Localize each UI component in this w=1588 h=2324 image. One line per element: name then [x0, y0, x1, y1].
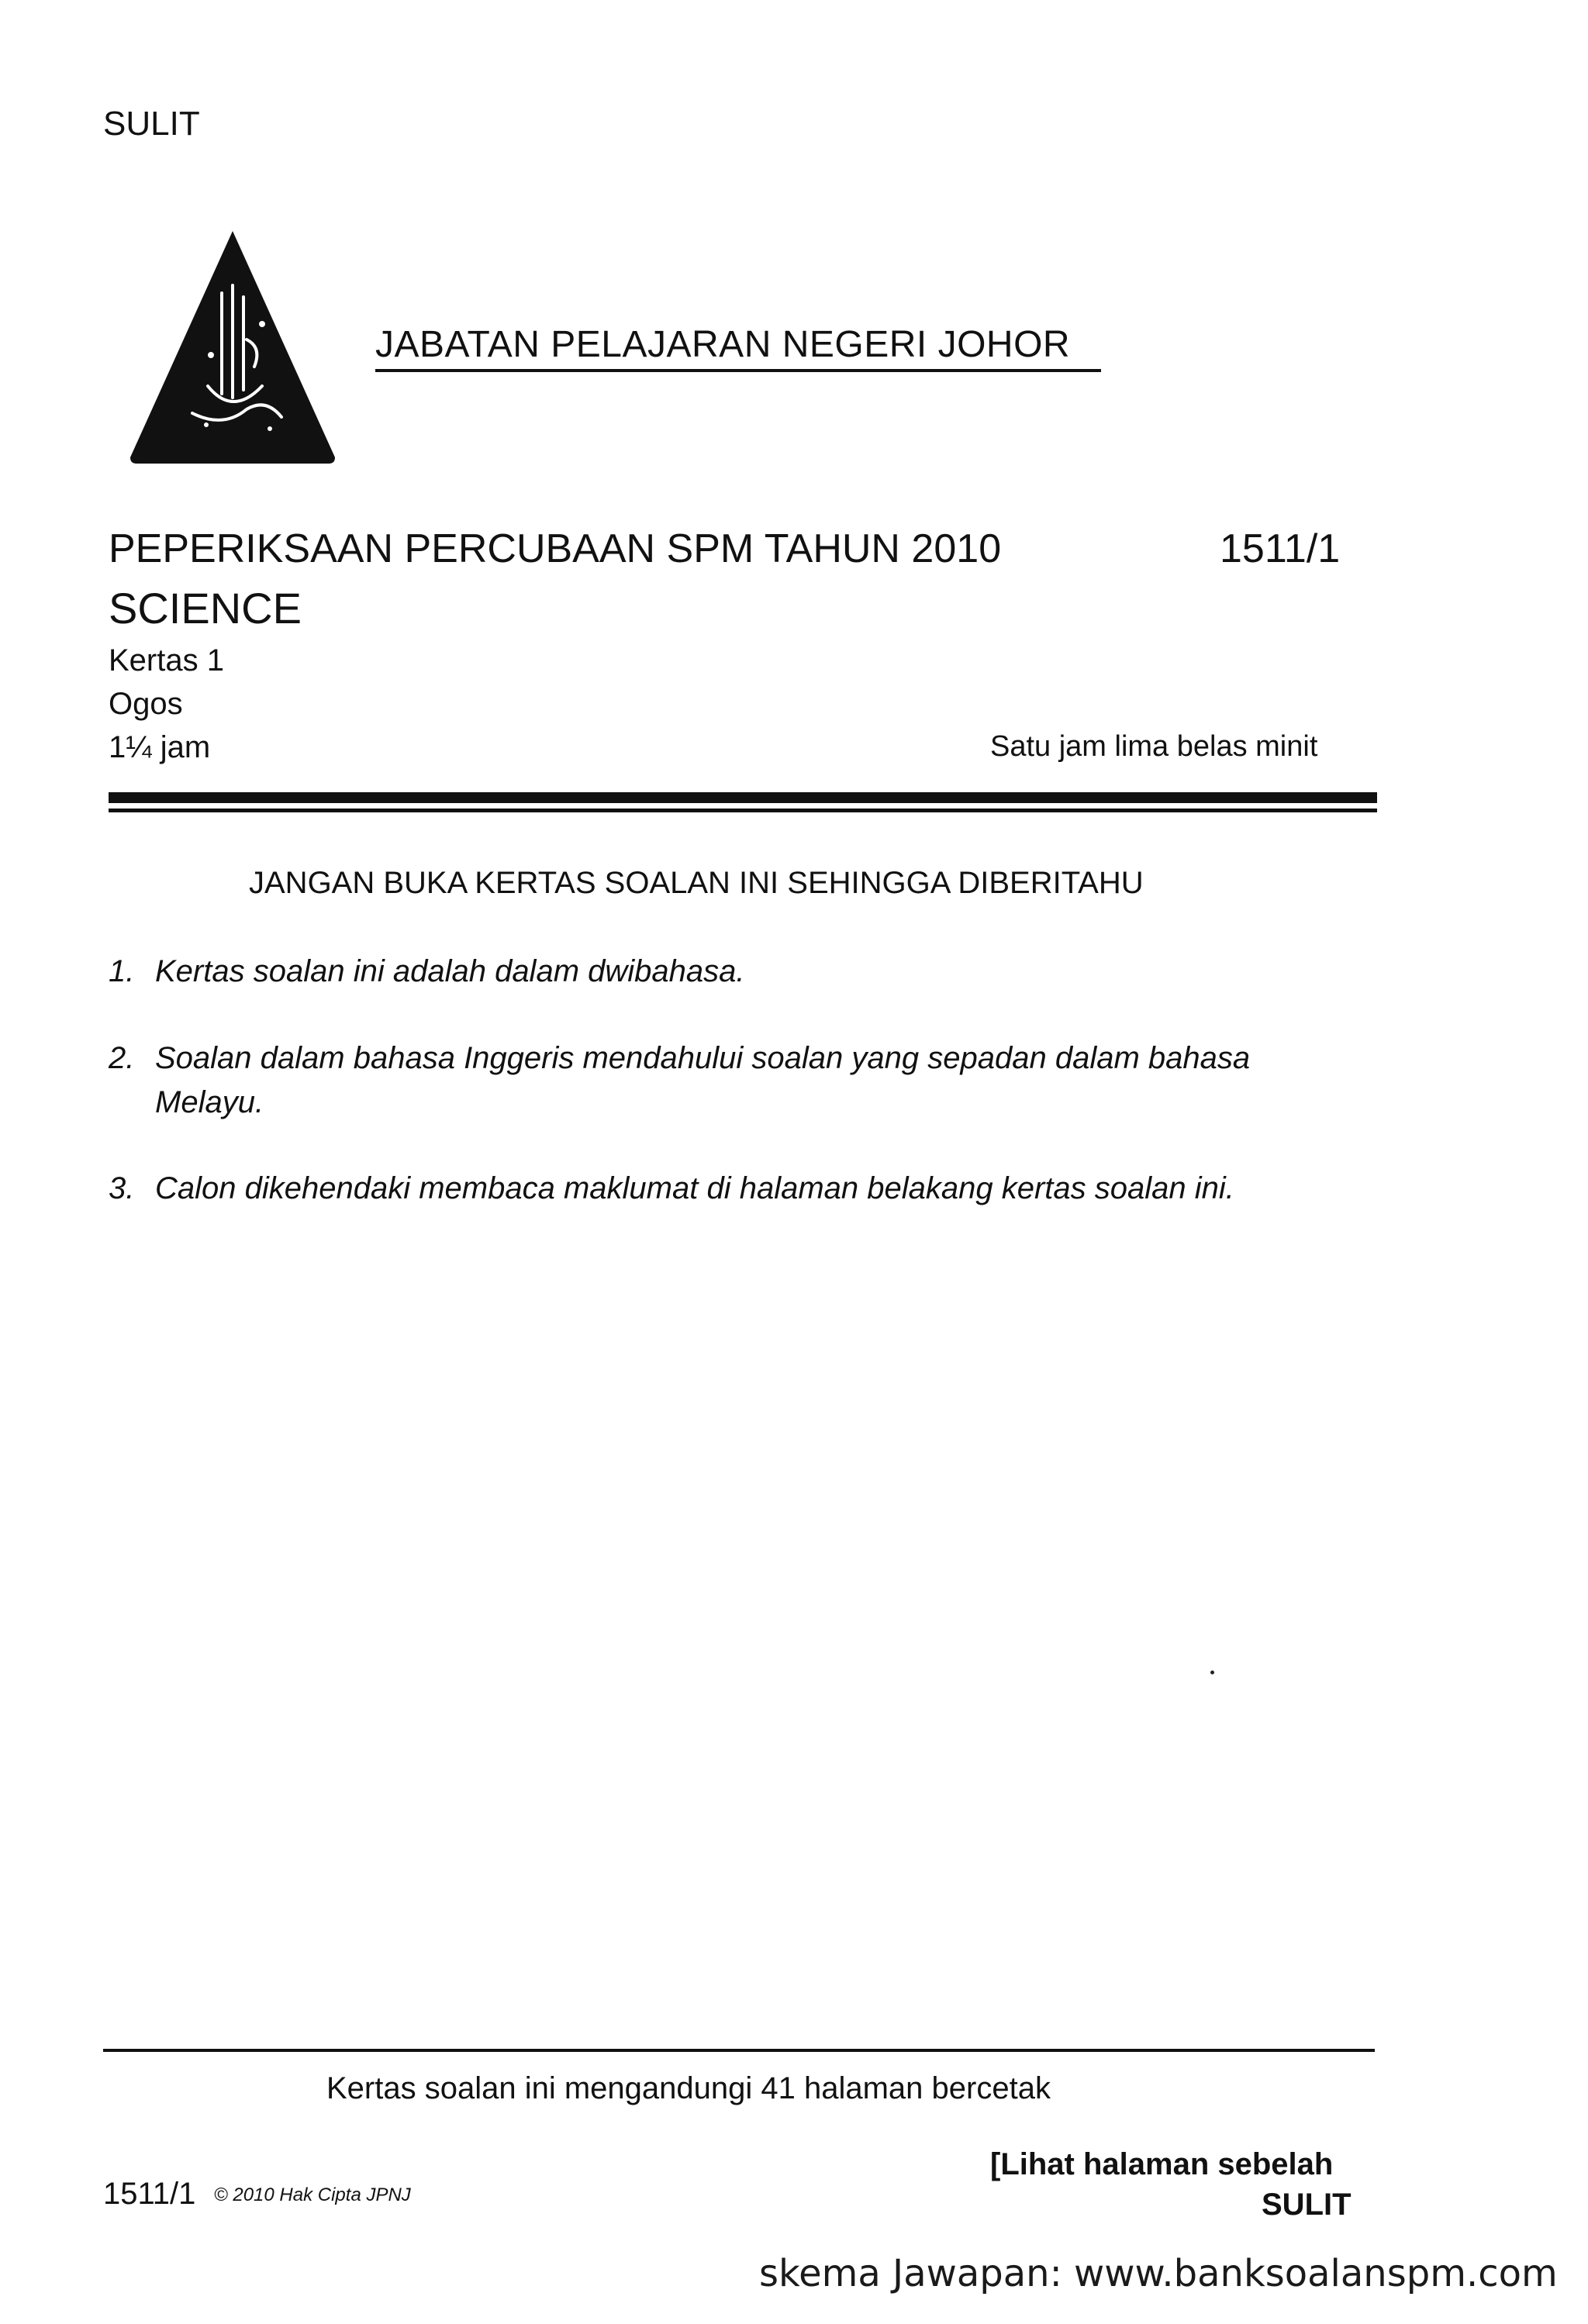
exam-duration: 1¼ jam: [109, 730, 211, 764]
classification-top: SULIT: [103, 105, 200, 143]
jpnj-crest-icon: [130, 231, 335, 464]
footer-paper-code: 1511/1: [103, 2177, 196, 2211]
department-name: JABATAN PELAJARAN NEGERI JOHOR: [375, 324, 1071, 365]
do-not-open-warning: JANGAN BUKA KERTAS SOALAN INI SEHINGGA DIBERITAHU: [249, 866, 1144, 900]
next-page-note: [Lihat halaman sebelah: [990, 2147, 1334, 2181]
instruction-item: [109, 1041, 1250, 1076]
header-divider-thick: [109, 792, 1377, 803]
exam-title: PEPERIKSAAN PERCUBAAN SPM TAHUN 2010: [109, 526, 1002, 571]
page-count-note: Kertas soalan ini mengandungi 41 halaman bercetak: [326, 2071, 1051, 2105]
instruction-item: [109, 954, 745, 989]
footer-divider: [103, 2049, 1375, 2052]
instruction-text: Calon dikehendaki membaca maklumat di halaman belakang kertas soalan ini.: [155, 1171, 1234, 1205]
instruction-text: Soalan dalam bahasa Inggeris mendahului soalan yang sepadan dalam bahasa: [155, 1041, 1251, 1075]
exam-duration-words: Satu jam lima belas minit: [990, 730, 1318, 763]
exam-month: Ogos: [109, 687, 183, 721]
paper-code: 1511/1: [1220, 526, 1341, 571]
instruction-number: 2.: [109, 1041, 135, 1075]
classification-bottom: SULIT: [1262, 2188, 1352, 2222]
instruction-continuation: Melayu.: [155, 1085, 264, 1119]
instruction-number: 1.: [109, 954, 135, 988]
department-underline: [375, 369, 1101, 372]
website-watermark: skema Jawapan: www.banksoalanspm.com: [759, 2252, 1558, 2295]
instruction-number: 3.: [109, 1171, 135, 1205]
instruction-item: [109, 1171, 1234, 1206]
scan-speck: [1210, 1671, 1214, 1674]
instruction-text: Kertas soalan ini adalah dalam dwibahasa.: [155, 954, 745, 988]
copyright-notice: © 2010 Hak Cipta JPNJ: [214, 2184, 411, 2205]
paper-number: Kertas 1: [109, 643, 224, 678]
subject-name: SCIENCE: [109, 584, 302, 633]
header-divider-thin: [109, 809, 1377, 812]
